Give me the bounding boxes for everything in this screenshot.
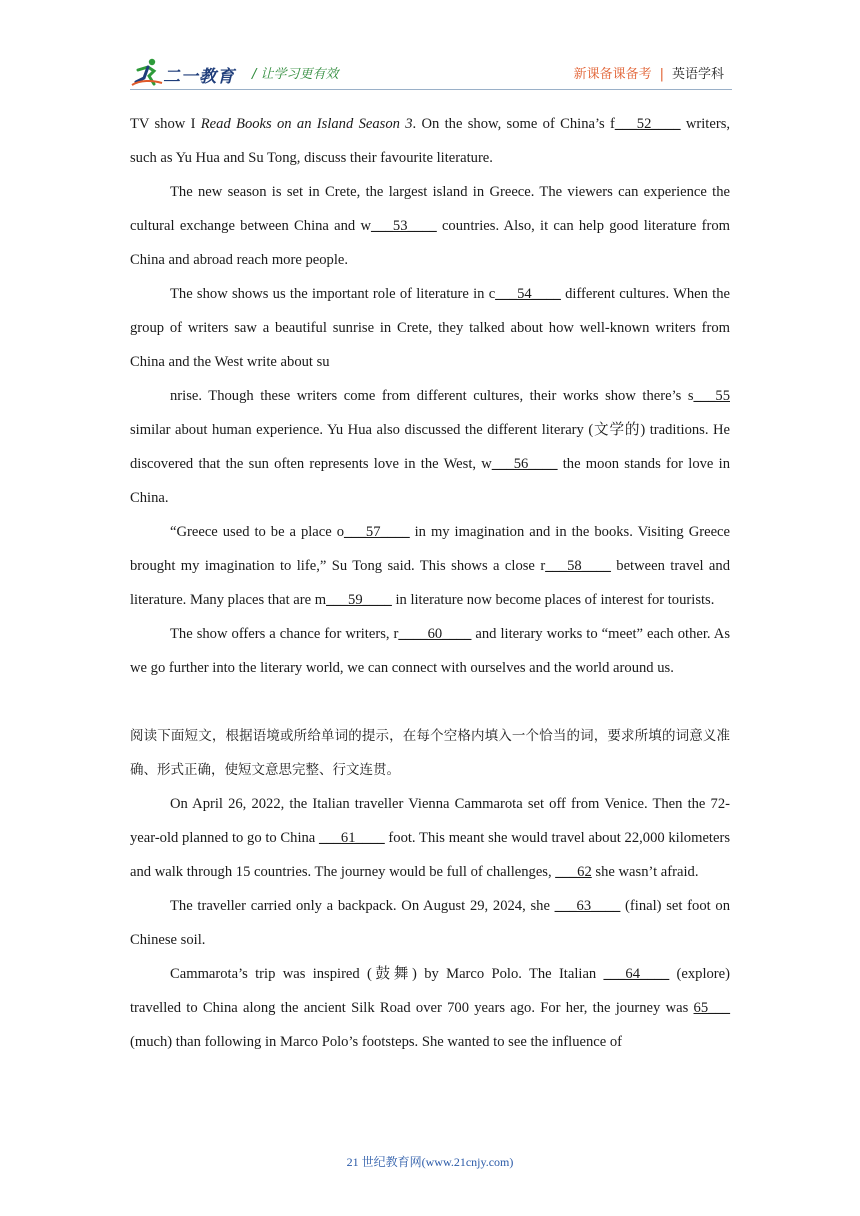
paragraph [130,379,730,515]
blank-55[interactable]: ___55 [693,388,730,404]
blank-63[interactable]: ___63____ [554,898,621,914]
text: On April 26, 2022, the Italian traveller Vienna Cammarota set off from Venice. Then the 72-year-old planned to go to China [130,796,730,846]
paragraph [130,617,730,685]
blank-54[interactable]: ___54____ [495,286,561,302]
show-title: Read Books on an Island Season 3 [200,116,413,132]
header-course-label: 新课备课备考 [573,67,652,82]
paragraph [130,957,730,1059]
text: foot. This meant she would travel about 22,000 kilometers and walk through 15 countries. The journey would be full of challenges, [130,830,730,880]
text: different cultures. When the group of writers saw a beautiful sunrise in Crete, they talked about how well-known writers from China and the West write about su [130,286,730,370]
text: similar about human experience. Yu Hua also discussed the different literary (文学的) traditions. He discovered that the sun often represents love in the West, w [130,422,730,472]
blank-62[interactable]: ___62 [555,864,592,880]
blank-64[interactable]: ___64____ [603,966,670,982]
text: she wasn’t afraid. [591,864,699,880]
header-separator: | [659,67,664,82]
text: nrise. Though these writers come from different cultures, their works show there’s s [170,388,694,404]
page-header [130,54,732,90]
paragraph [130,277,730,379]
text: The new season is set in Crete, the largest island in Greece. The viewers can experience the cultural exchange between China and w [130,184,730,234]
text: (final) set foot on Chinese soil. [130,898,730,948]
slogan: / 让学习更有效 [252,67,339,82]
blank-65[interactable]: 65___ [693,1000,730,1016]
blank-57[interactable]: ___57____ [344,524,410,540]
document-body [130,107,730,1059]
text: The show offers a chance for writers, r [170,626,399,642]
paragraph [130,889,730,957]
blank-52[interactable]: ___52____ [614,116,681,132]
blank-53[interactable]: ___53____ [371,218,437,234]
paragraph [130,175,730,277]
text: the moon stands for love in China. [130,456,730,506]
text: writers, such as Yu Hua and Su Tong, discuss their favourite literature. [130,116,731,166]
header-subject-label: 英语学科 [671,67,724,82]
header-divider [130,89,732,90]
paragraph [130,787,730,889]
paragraph [130,515,730,617]
logo-text: 二一教育 [163,67,235,87]
blank-60[interactable]: ____60____ [398,626,472,642]
blank-58[interactable]: ___58____ [545,558,611,574]
blank-56[interactable]: ___56____ [491,456,558,472]
text: in my imagination and in the books. Visiting Greece brought my imagination to life,” Su Tong said. This shows a close r [130,524,730,574]
text: between travel and literature. Many places that are m [130,558,730,608]
text: (explore) travelled to China along the ancient Silk Road over 700 years ago. For her, the journey was [130,966,730,1016]
spacer [130,685,730,719]
text: Cammarota’s trip was inspired (鼓舞) by Marco Polo. The Italian [170,966,604,982]
blank-61[interactable]: ___61____ [319,830,385,846]
logo [130,56,250,88]
instruction: 阅读下面短文，根据语境或所给单词的提示，在每个空格内填入一个恰当的词，要求所填的词意义准确、形式正确，使短文意思完整、行文连贯。 [130,728,730,778]
page-footer: 21 世纪教育网(www.21cnjy.com) [346,1155,514,1169]
text: countries. Also, it can help good literature from China and abroad reach more people. [130,218,730,268]
runner-logo-icon [130,56,164,88]
text: TV show I [130,116,201,132]
text: The show shows us the important role of literature in c [170,286,496,302]
text: The traveller carried only a backpack. On August 29, 2024, she [170,898,555,914]
text: (much) than following in Marco Polo’s footsteps. She wanted to see the influence of [130,1034,623,1050]
text: . On the show, some of China’s f [412,116,615,132]
text: in literature now become places of interest for tourists. [391,592,715,608]
blank-59[interactable]: ___59____ [326,592,392,608]
paragraph [130,107,730,175]
header-right [574,63,724,82]
text: “Greece used to be a place o [170,524,344,540]
text: and literary works to “meet” each other. As we go further into the literary world, we can connect with ourselves and the world around us. [130,626,730,676]
